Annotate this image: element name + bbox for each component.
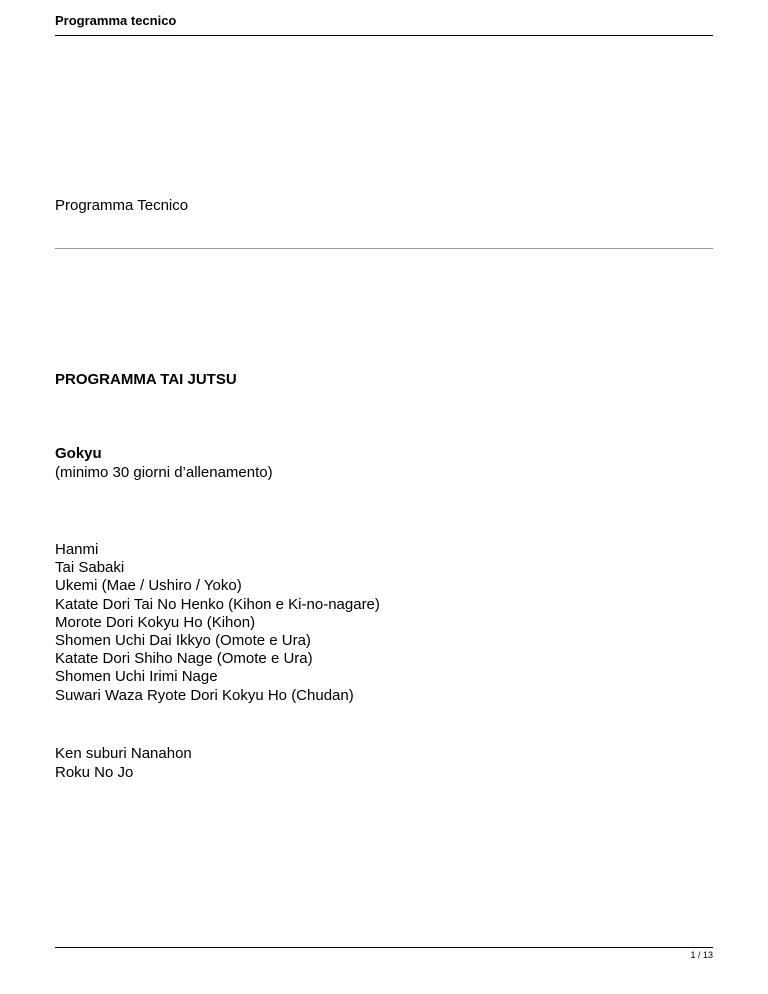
title-divider [55, 248, 713, 249]
technique-item: Morote Dori Kokyu Ho (Kihon) [55, 613, 256, 631]
technique-item: Katate Dori Shiho Nage (Omote e Ura) [55, 650, 313, 668]
technique-item: Shomen Uchi Dai Ikkyo (Omote e Ura) [55, 632, 311, 650]
technique-item: Suwari Waza Ryote Dori Kokyu Ho (Chudan) [55, 686, 354, 704]
grade-block [55, 444, 273, 482]
technique-item: Katate Dori Tai No Henko (Kihon e Ki-no-nagare) [55, 595, 380, 613]
weapon-item: Roku No Jo [55, 763, 134, 781]
weapon-list [55, 745, 192, 782]
technique-item: Hanmi [55, 541, 99, 558]
technique-list [55, 541, 380, 705]
technique-item: Tai Sabaki [55, 559, 125, 577]
document-title: Programma Tecnico [55, 197, 189, 214]
running-header-title: Programma tecnico [55, 13, 177, 28]
technique-item: Ukemi (Mae / Ushiro / Yoko) [55, 577, 242, 595]
technique-item: Shomen Uchi Irimi Nage [55, 668, 218, 686]
footer-divider [55, 947, 713, 948]
header-divider [55, 35, 713, 36]
page-number: 1 / 13 [690, 950, 713, 960]
grade-name: Gokyu [55, 445, 102, 462]
weapon-item: Ken suburi Nanahon [55, 745, 192, 762]
section-heading: PROGRAMMA TAI JUTSU [55, 371, 237, 388]
grade-requirement: (minimo 30 giorni d’allenamento) [55, 464, 273, 481]
